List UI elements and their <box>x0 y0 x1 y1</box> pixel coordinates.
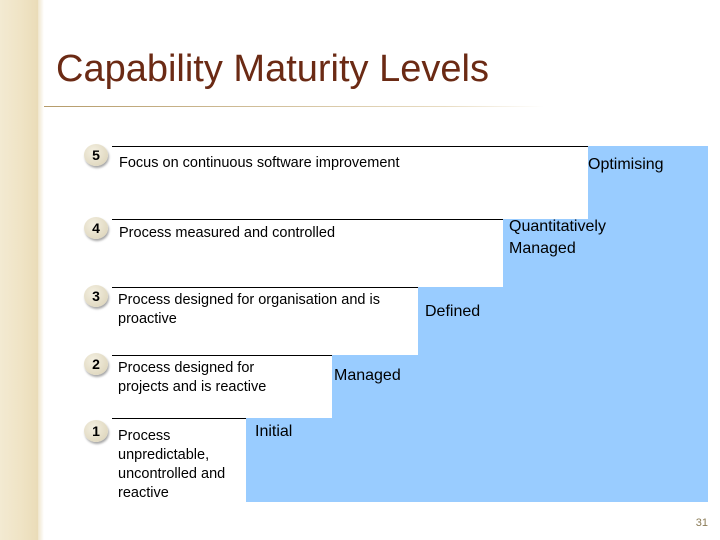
level-description-5: Focus on continuous software improvement <box>119 155 400 171</box>
level-badge-3: 3 <box>84 285 108 307</box>
level-name-managed: Managed <box>334 367 401 384</box>
level-description-3: Process designed for organisation and is proactive <box>118 292 380 327</box>
level-name-initial: Initial <box>255 423 293 440</box>
level-description-4: Process measured and controlled <box>119 225 336 241</box>
page-number: 31 <box>695 517 708 529</box>
level-badge-1: 1 <box>84 420 108 442</box>
level-badge-4: 4 <box>84 217 108 239</box>
step-rule-5 <box>112 146 588 147</box>
step-rule-1 <box>112 418 246 419</box>
level-badge-5: 5 <box>84 144 108 166</box>
page-title: Capability Maturity Levels <box>56 48 489 90</box>
step-rule-4 <box>112 219 503 220</box>
level-badge-2: 2 <box>84 353 108 375</box>
level-name-optimising: Optimising <box>588 156 664 173</box>
level-name-defined: Defined <box>425 303 481 320</box>
level-description-2: Process designed for projects and is reactive <box>118 360 267 395</box>
level-description-1: Process unpredictable, uncontrolled and reactive <box>118 428 226 501</box>
step-rule-2 <box>112 355 332 356</box>
level-name-quantitatively-managed: Quantitatively Managed <box>509 218 606 257</box>
step-rule-3 <box>112 287 418 288</box>
